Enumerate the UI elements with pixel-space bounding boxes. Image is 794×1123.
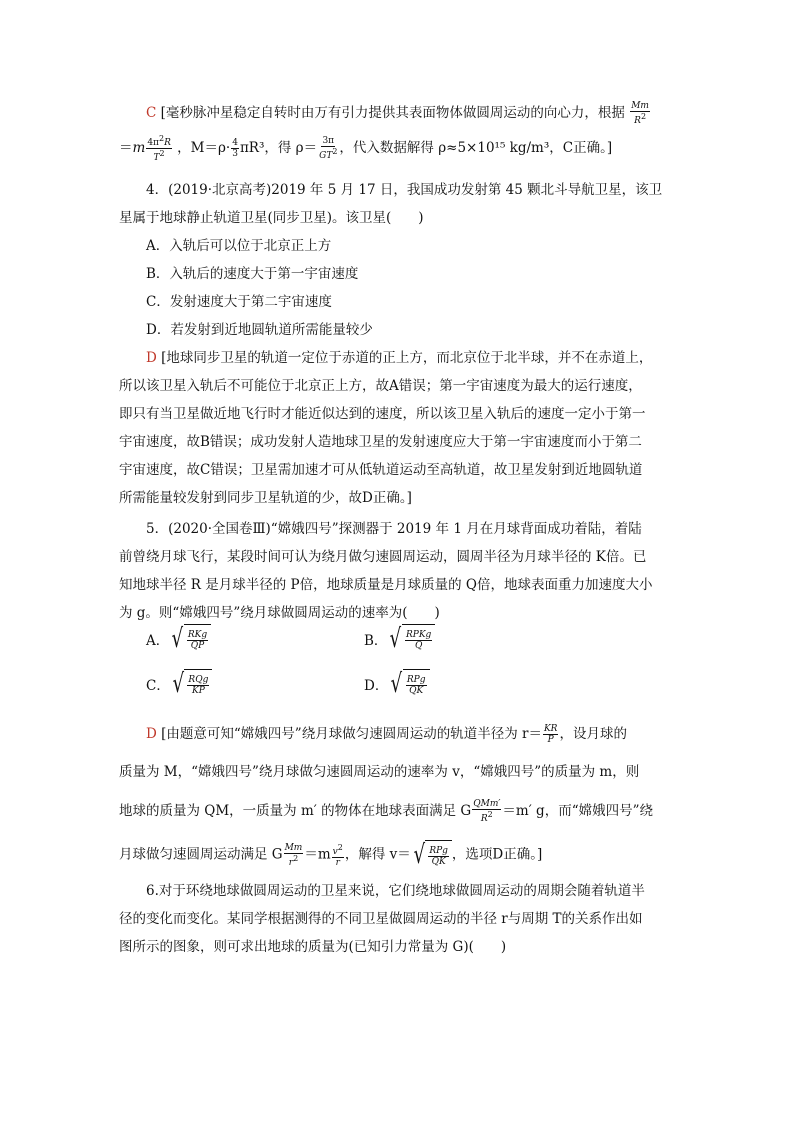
sqrt-symbol: √ $\frac{\text{RPKg}}{Q}$	[387, 624, 435, 654]
q5-option-c: C． √ $\frac{\text{RQg}}{KP}$	[146, 669, 212, 699]
formula-kr-p: $\frac{KR}{P}$	[543, 724, 558, 745]
q4-option-b: B．入轨后的速度大于第一宇宙速度	[146, 266, 359, 282]
q6-stem-line2: 径的变化而变化。某同学根据测得的不同卫星做圆周运动的半径 r与周期 T的关系作出如	[119, 911, 643, 927]
q4-answer-line5: 宇宙速度，故C错误；卫星需加速才可从低轨道运动至高轨道，故卫星发射到近地圆轨道	[119, 462, 643, 478]
formula-mm-r2: $\frac{Mm}{r^2}$	[284, 842, 303, 868]
q5-option-b: B． √ $\frac{\text{RPKg}}{Q}$	[364, 624, 435, 654]
q6-stem-line1: 6.对于环绕地球做圆周运动的卫星来说，它们绕地球做圆周运动的周期会随着轨道半	[146, 883, 645, 899]
q3-answer-line1	[146, 101, 651, 126]
formula-v2-r: $\frac{v^2}{r}$	[332, 842, 343, 868]
q5-answer-letter: D	[146, 726, 157, 742]
q4-answer-line4: 宇宙速度，故B错误；成功发射人造地球卫星的发射速度应大于第一宇宙速度而小于第二	[119, 434, 642, 450]
q4-answer-line6: 所需能量较发射到同步卫星轨道的少，故D正确。]	[119, 490, 412, 506]
q5-stem-line2: 前曾绕月球飞行，某段时间可认为绕月做匀速圆周运动，圆周半径为月球半径的 K倍。已	[119, 549, 647, 565]
q5-stem-line3: 知地球半径 R 是月球半径的 P倍，地球质量是月球质量的 Q倍，地球表面重力加速度大小	[119, 577, 653, 593]
q4-answer-line1: D [地球同步卫星的轨道一定位于赤道的正上方，而北京位于北半球，并不在赤道上，	[146, 350, 653, 366]
q5-answer-line1: D [由题意可知“嫦娥四号”绕月球做匀速圆周运动的轨道半径为 r＝ $\frac{KR}{P}$ ，设月球的	[146, 724, 627, 745]
q4-option-a: A．入轨后可以位于北京正上方	[146, 238, 332, 254]
formula-3pi-gt2: $\frac{3\pi}{GT^2}$	[319, 136, 338, 161]
sqrt-symbol: √ $\frac{\text{RQg}}{KP}$	[170, 669, 213, 699]
sqrt-symbol: √ $\frac{\text{RKg}}{QP}$	[169, 624, 211, 654]
sqrt-symbol: √ $\frac{\text{RPg}}{QK}$	[388, 669, 429, 699]
q3-answer-line2: ＝m $\frac{4\pi^2R}{T^2}$ ，M＝ρ· $\frac{4}{3}$ πR³，得 ρ＝ $\frac{3\pi}{GT^2}$ ，代入数据解得 ρ≈5×10¹⁵ kg/m³，C正确。]	[119, 134, 613, 163]
q6-stem-line3: 图所示的图象，则可求出地球的质量为(已知引力常量为 G)( )	[119, 939, 507, 955]
sqrt-symbol: √ $\frac{\text{RPg}}{QK}$	[411, 840, 452, 870]
q4-answer-letter: D	[146, 350, 157, 366]
q5-answer-line4: 月球做匀速圆周运动满足 G $\frac{Mm}{r^2}$ ＝m $\frac{v^2}{r}$ ，解得 v＝ √ $\frac{\text{RPg}}{QK}$ ，选项D正确。]	[119, 840, 543, 870]
q5-stem-line4: 为 g。则“嫦娥四号”绕月球做圆周运动的速率为( )	[119, 605, 440, 621]
q3-answer-letter: C	[146, 105, 157, 121]
q5-stem-line1: 5．(2020·全国卷Ⅲ)“嫦娥四号”探测器于 2019 年 1 月在月球背面成功着陆，着陆	[146, 521, 642, 537]
formula-4pi2r-t2: $\frac{4\pi^2R}{T^2}$	[147, 134, 171, 163]
q5-answer-line3: 地球的质量为 QM，一质量为 m′ 的物体在地球表面满足 G $\frac{\text{QMm′}}{R^2}$ ＝m′ g，而“嫦娥四号”绕	[119, 799, 653, 824]
q4-answer-line2: 所以该卫星入轨后不可能位于北京正上方，故A错误；第一宇宙速度为最大的运行速度，	[119, 378, 642, 394]
q3-answer-text: [毫秒脉冲星稳定自转时由万有引力提供其表面物体做圆周运动的向心力，根据	[160, 105, 625, 121]
q5-answer-line2: 质量为 M，“嫦娥四号”绕月球做匀速圆周运动的速率为 v，“嫦娥四号”的质量为 m，则	[119, 764, 640, 780]
q4-answer-line3: 即只有当卫星做近地飞行时才能近似达到的速度，所以该卫星入轨后的速度一定小于第一	[119, 406, 646, 422]
formula-qmm-r2: $\frac{\text{QMm′}}{R^2}$	[473, 799, 501, 824]
q4-stem-line2: 星属于地球静止轨道卫星(同步卫星)。该卫星( )	[119, 210, 424, 226]
q4-stem-line1: 4．(2019·北京高考)2019 年 5 月 17 日，我国成功发射第 45 颗北斗导航卫星，该卫	[146, 182, 663, 198]
q4-option-d: D．若发射到近地圆轨道所需能量较少	[146, 322, 373, 338]
q5-option-a: A． √ $\frac{\text{RKg}}{QP}$	[146, 624, 211, 654]
q4-option-c: C．发射速度大于第二宇宙速度	[146, 294, 332, 310]
q5-option-d: D． √ $\frac{\text{RPg}}{QK}$	[364, 669, 430, 699]
formula-4-3: $\frac{4}{3}$	[232, 138, 238, 159]
formula-gmm-r2: $\frac{Mm}{R^2}$	[631, 101, 649, 126]
